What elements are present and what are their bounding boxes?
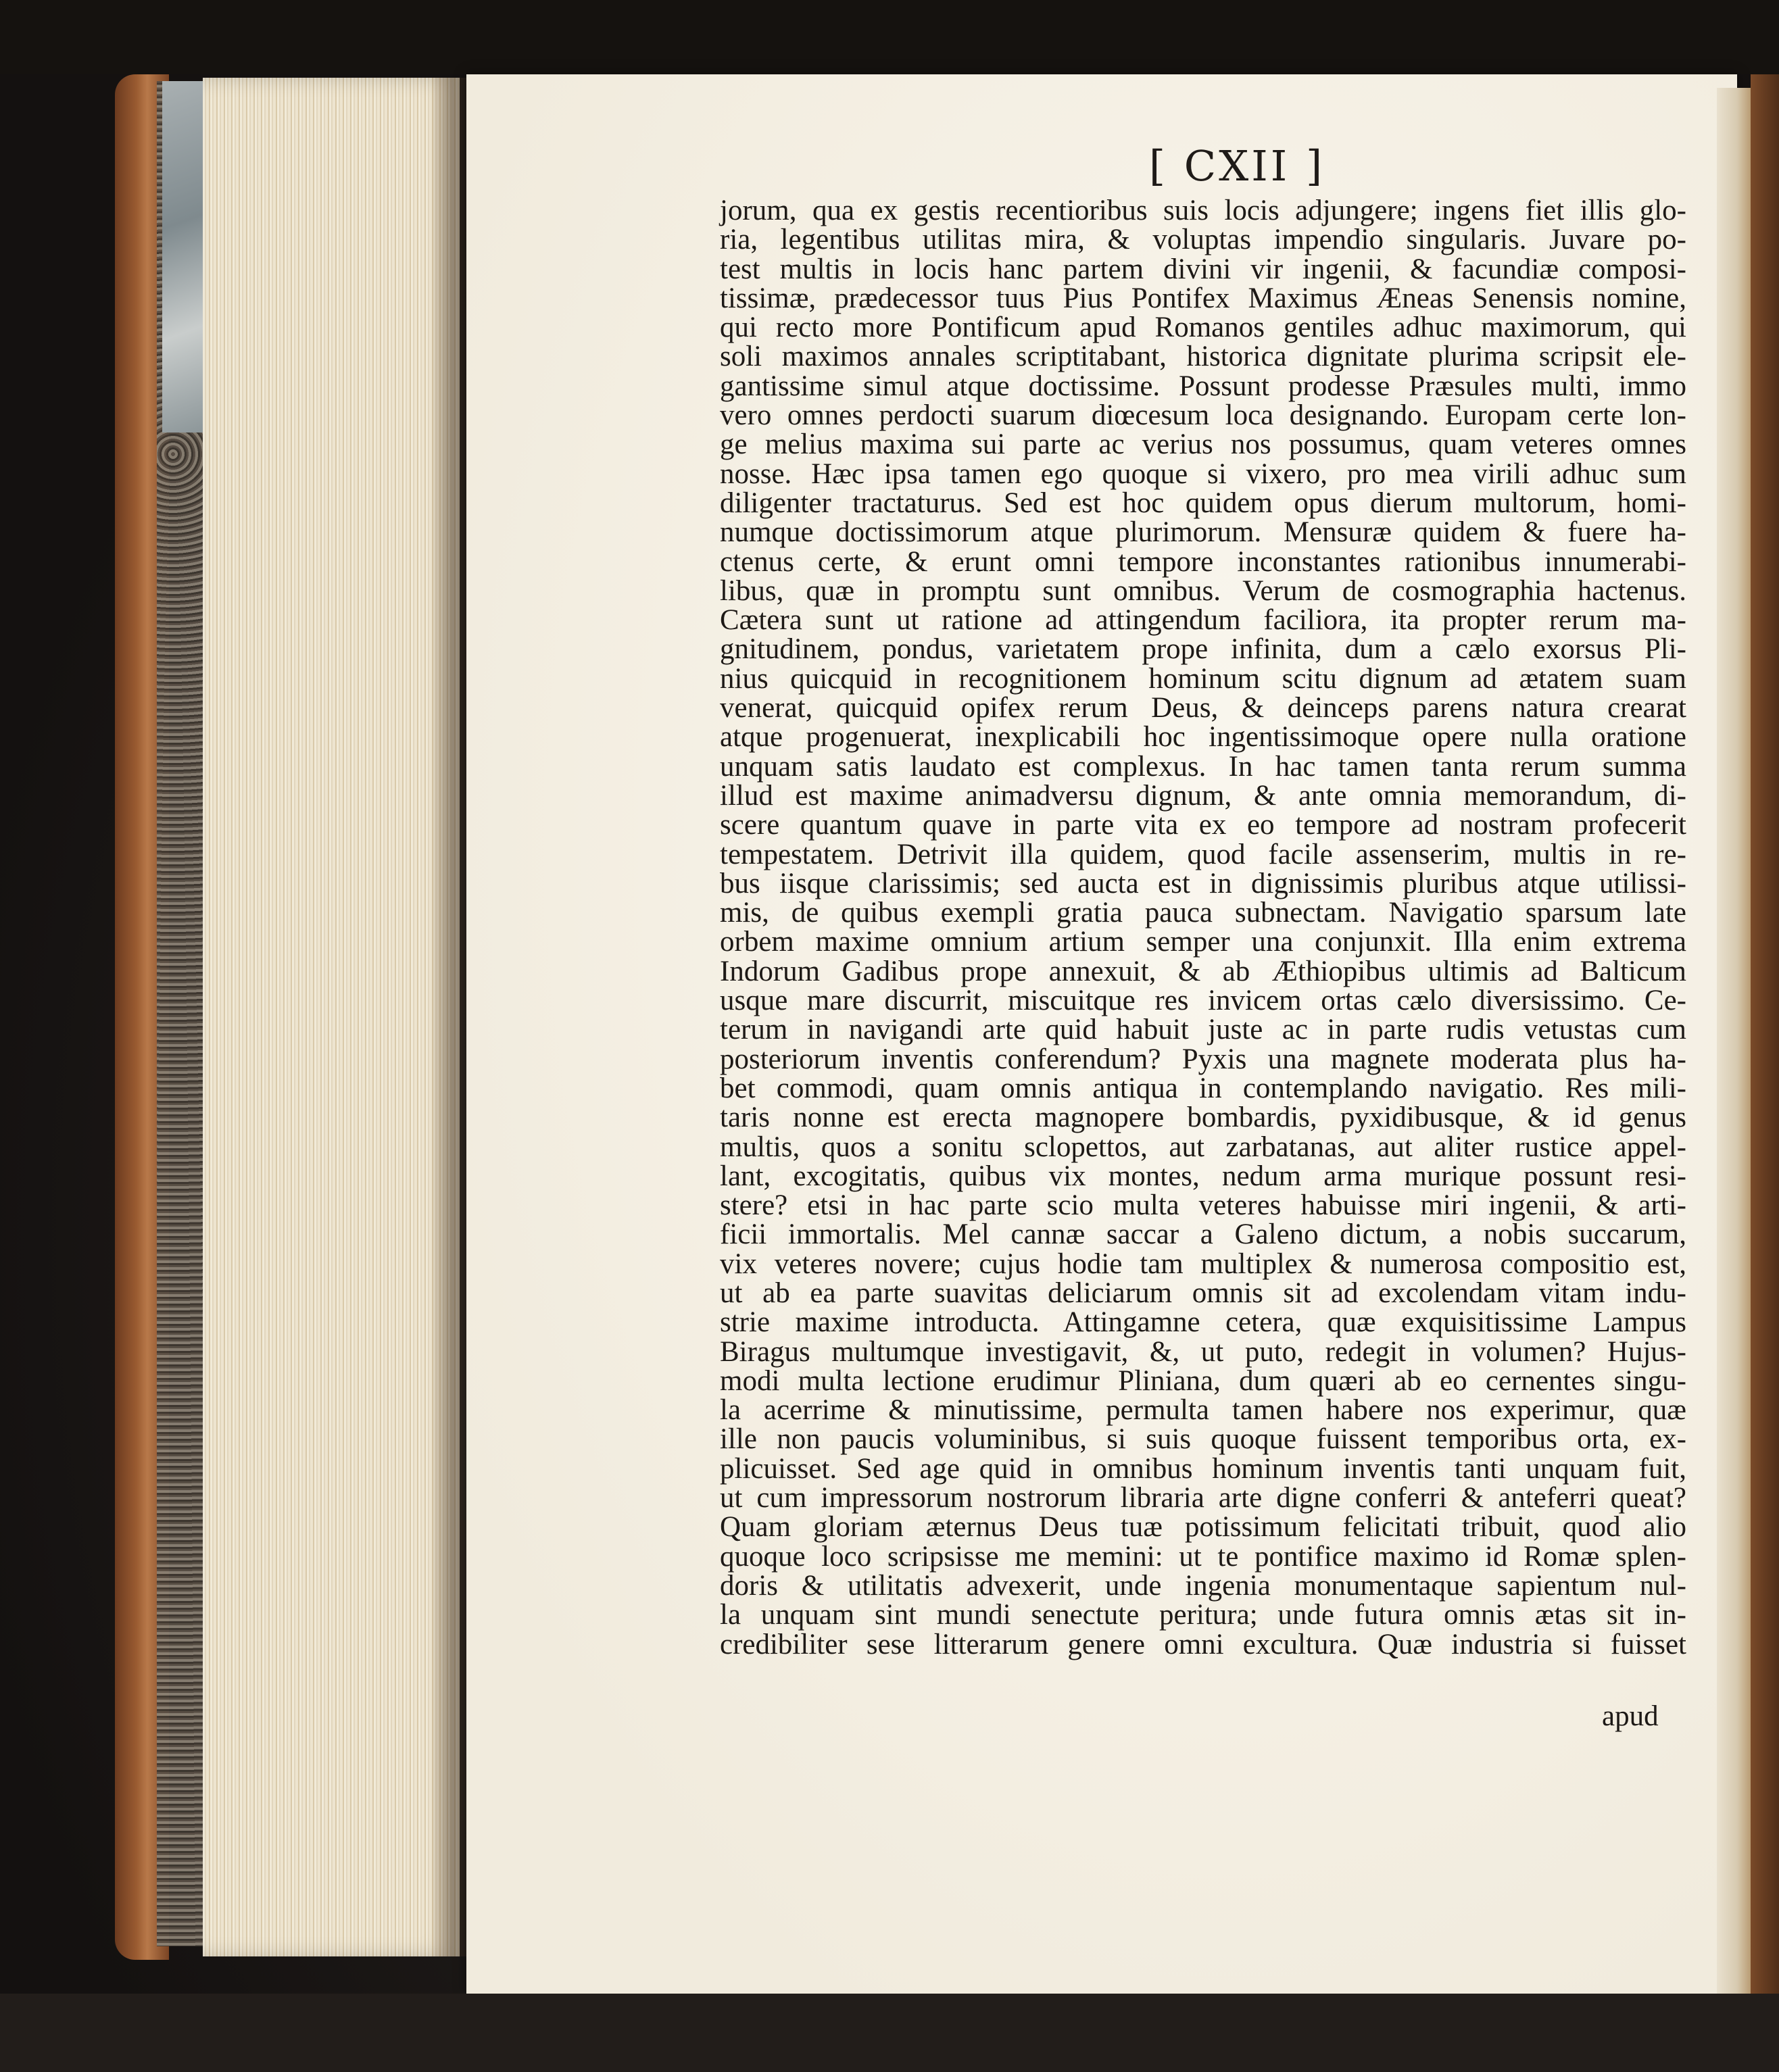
page-number: [ CXII ] [1148,141,1325,191]
text-line: doris & utilitatis advexerit, unde ingenia monumentaque sapientum nul- [720,1569,1686,1602]
text-line: diligenter tractaturus. Sed est hoc quidem opus dierum multorum, homi- [720,487,1686,519]
text-line: stere? etsi in hac parte scio multa veteres habuisse miri ingenii, & arti- [720,1189,1686,1222]
text-line: credibiliter sese litterarum genere omni excultura. Quæ industria si fuisset [720,1628,1686,1660]
text-line: bus iisque clarissimis; sed aucta est in dignissimis pluribus atque utilissi- [720,867,1686,899]
text-line: la acerrime & minutissime, permulta tamen habere nos experimur, quæ [720,1394,1686,1427]
page-edge-right [1717,88,1751,1994]
text-line: tissimæ, prædecessor tuus Pius Pontifex Maximus Æneas Senensis nomine, [720,282,1686,314]
text-line: Quam gloriam æternus Deus tuæ potissimum felicitati tribuit, quod alio [720,1511,1686,1544]
text-line: atque progenuerat, inexplicabili hoc ingentissimoque opere nulla oratione [720,721,1686,754]
text-line: bet commodi, quam omnis antiqua in contemplando navigatio. Res mili- [720,1072,1686,1104]
text-line: libus, quæ in promptu sunt omnibus. Verum de cosmographia hactenus. [720,574,1686,607]
text-line: ficii immortalis. Mel cannæ saccar a Galeno dictum, a nobis succarum, [720,1218,1686,1251]
text-line: lant, excogitatis, quibus vix montes, nedum arma murique possunt resi- [720,1160,1686,1192]
text-line: numque doctissimorum atque plurimorum. Mensuræ quidem & fuere ha- [720,516,1686,549]
text-line: ut cum impressorum nostrorum libraria arte digne conferri & anteferri queat? [720,1482,1686,1514]
backdrop [0,0,1779,74]
text-line: ge melius maxima sui parte ac verius nos possumus, quam veteres omnes [720,428,1686,461]
text-line: orbem maxime omnium artium semper una conjunxit. Illa enim extrema [720,926,1686,958]
book-cover-right [1751,74,1779,2000]
text-line: test multis in locis hanc partem divini vir ingenii, & facundiæ composi- [720,253,1686,285]
text-line: usque mare discurrit, miscuitque res invicem ortas cælo diversissimo. Ce- [720,985,1686,1017]
text-line: strie maxime introducta. Attingamne cetera, quæ exquisitissime Lampus [720,1306,1686,1339]
text-line: posteriorum inventis conferendum? Pyxis una magnete moderata plus ha- [720,1043,1686,1075]
text-line: tempestatem. Detrivit illa quidem, quod facile assenserim, multis in re- [720,838,1686,870]
text-line: illud est maxime animadversu dignum, & ante omnia memorandum, di- [720,779,1686,812]
text-line: Cætera sunt ut ratione ad attingendum faciliora, ita propter rerum ma- [720,604,1686,637]
text-line: Indorum Gadibus prope annexuit, & ab Æthiopibus ultimis ad Balticum [720,955,1686,987]
text-line: unquam satis laudato est complexus. In hac tamen tanta rerum summa [720,750,1686,783]
text-line: venerat, quicquid opifex rerum Deus, & deinceps parens natura crearat [720,692,1686,724]
text-line: plicuisset. Sed age quid in omnibus hominum inventis tanti unquam fuit, [720,1452,1686,1485]
text-line: ctenus certe, & erunt omni tempore inconstantes rationibus innumerabi- [720,545,1686,578]
text-line: nius quicquid in recognitionem hominum scitu dignum ad ætatem suam [720,662,1686,695]
text-line: vero omnes perdocti suarum diœcesum loca designando. Europam certe lon- [720,399,1686,432]
text-line: gantissime simul atque doctissime. Possunt prodesse Præsules multi, immo [720,370,1686,402]
catchword: apud [1602,1700,1659,1732]
text-line: vix veteres novere; cujus hodie tam multiplex & numerosa compositio est, [720,1248,1686,1280]
text-line: quoque loco scripsisse me memini: ut te pontifice maximo id Romæ splen- [720,1540,1686,1573]
text-line: nosse. Hæc ipsa tamen ego quoque si vixero, pro mea virili adhuc sum [720,458,1686,490]
text-line: soli maximos annales scriptitabant, historica dignitate plurima scripsit ele- [720,341,1686,373]
text-line: ut ab ea parte suavitas deliciarum omnis sit ad excolendam vitam indu- [720,1277,1686,1309]
text-line: terum in navigandi arte quid habuit juste ac in parte rudis vetustas cum [720,1014,1686,1046]
text-line: modi multa lectione erudimur Pliniana, dum quæri ab eo cernentes singu- [720,1364,1686,1397]
text-line: jorum, qua ex gestis recentioribus suis locis adjungere; ingens fiet illis glo- [720,195,1686,226]
body-text [720,196,1686,1659]
backdrop-bottom [0,1994,1779,2072]
text-line: scere quantum quave in parte vita ex eo tempore ad nostram profecerit [720,809,1686,841]
page-edges-stack [203,78,460,1956]
text-line: multis, quos a sonitu sclopettos, aut zarbatanas, aut aliter rustice appel- [720,1131,1686,1163]
text-line: Biragus multumque investigavit, &, ut puto, redegit in volumen? Hujus- [720,1335,1686,1368]
text-line: qui recto more Pontificum apud Romanos gentiles adhuc maximorum, qui [720,312,1686,344]
text-line: gnitudinem, pondus, varietatem prope infinita, dum a cælo exorsus Pli- [720,633,1686,666]
text-line: mis, de quibus exempli gratia pauca subnectam. Navigatio sparsum late [720,897,1686,929]
text-line: la unquam sint mundi senectute peritura; unde futura omnis ætas sit in- [720,1599,1686,1631]
text-line: ria, legentibus utilitas mira, & voluptas impendio singularis. Juvare po- [720,224,1686,256]
text-line: taris nonne est erecta magnopere bombardis, pyxidibusque, & id genus [720,1102,1686,1134]
text-line: ille non paucis voluminibus, si suis quoque fuissent temporibus orta, ex- [720,1423,1686,1456]
